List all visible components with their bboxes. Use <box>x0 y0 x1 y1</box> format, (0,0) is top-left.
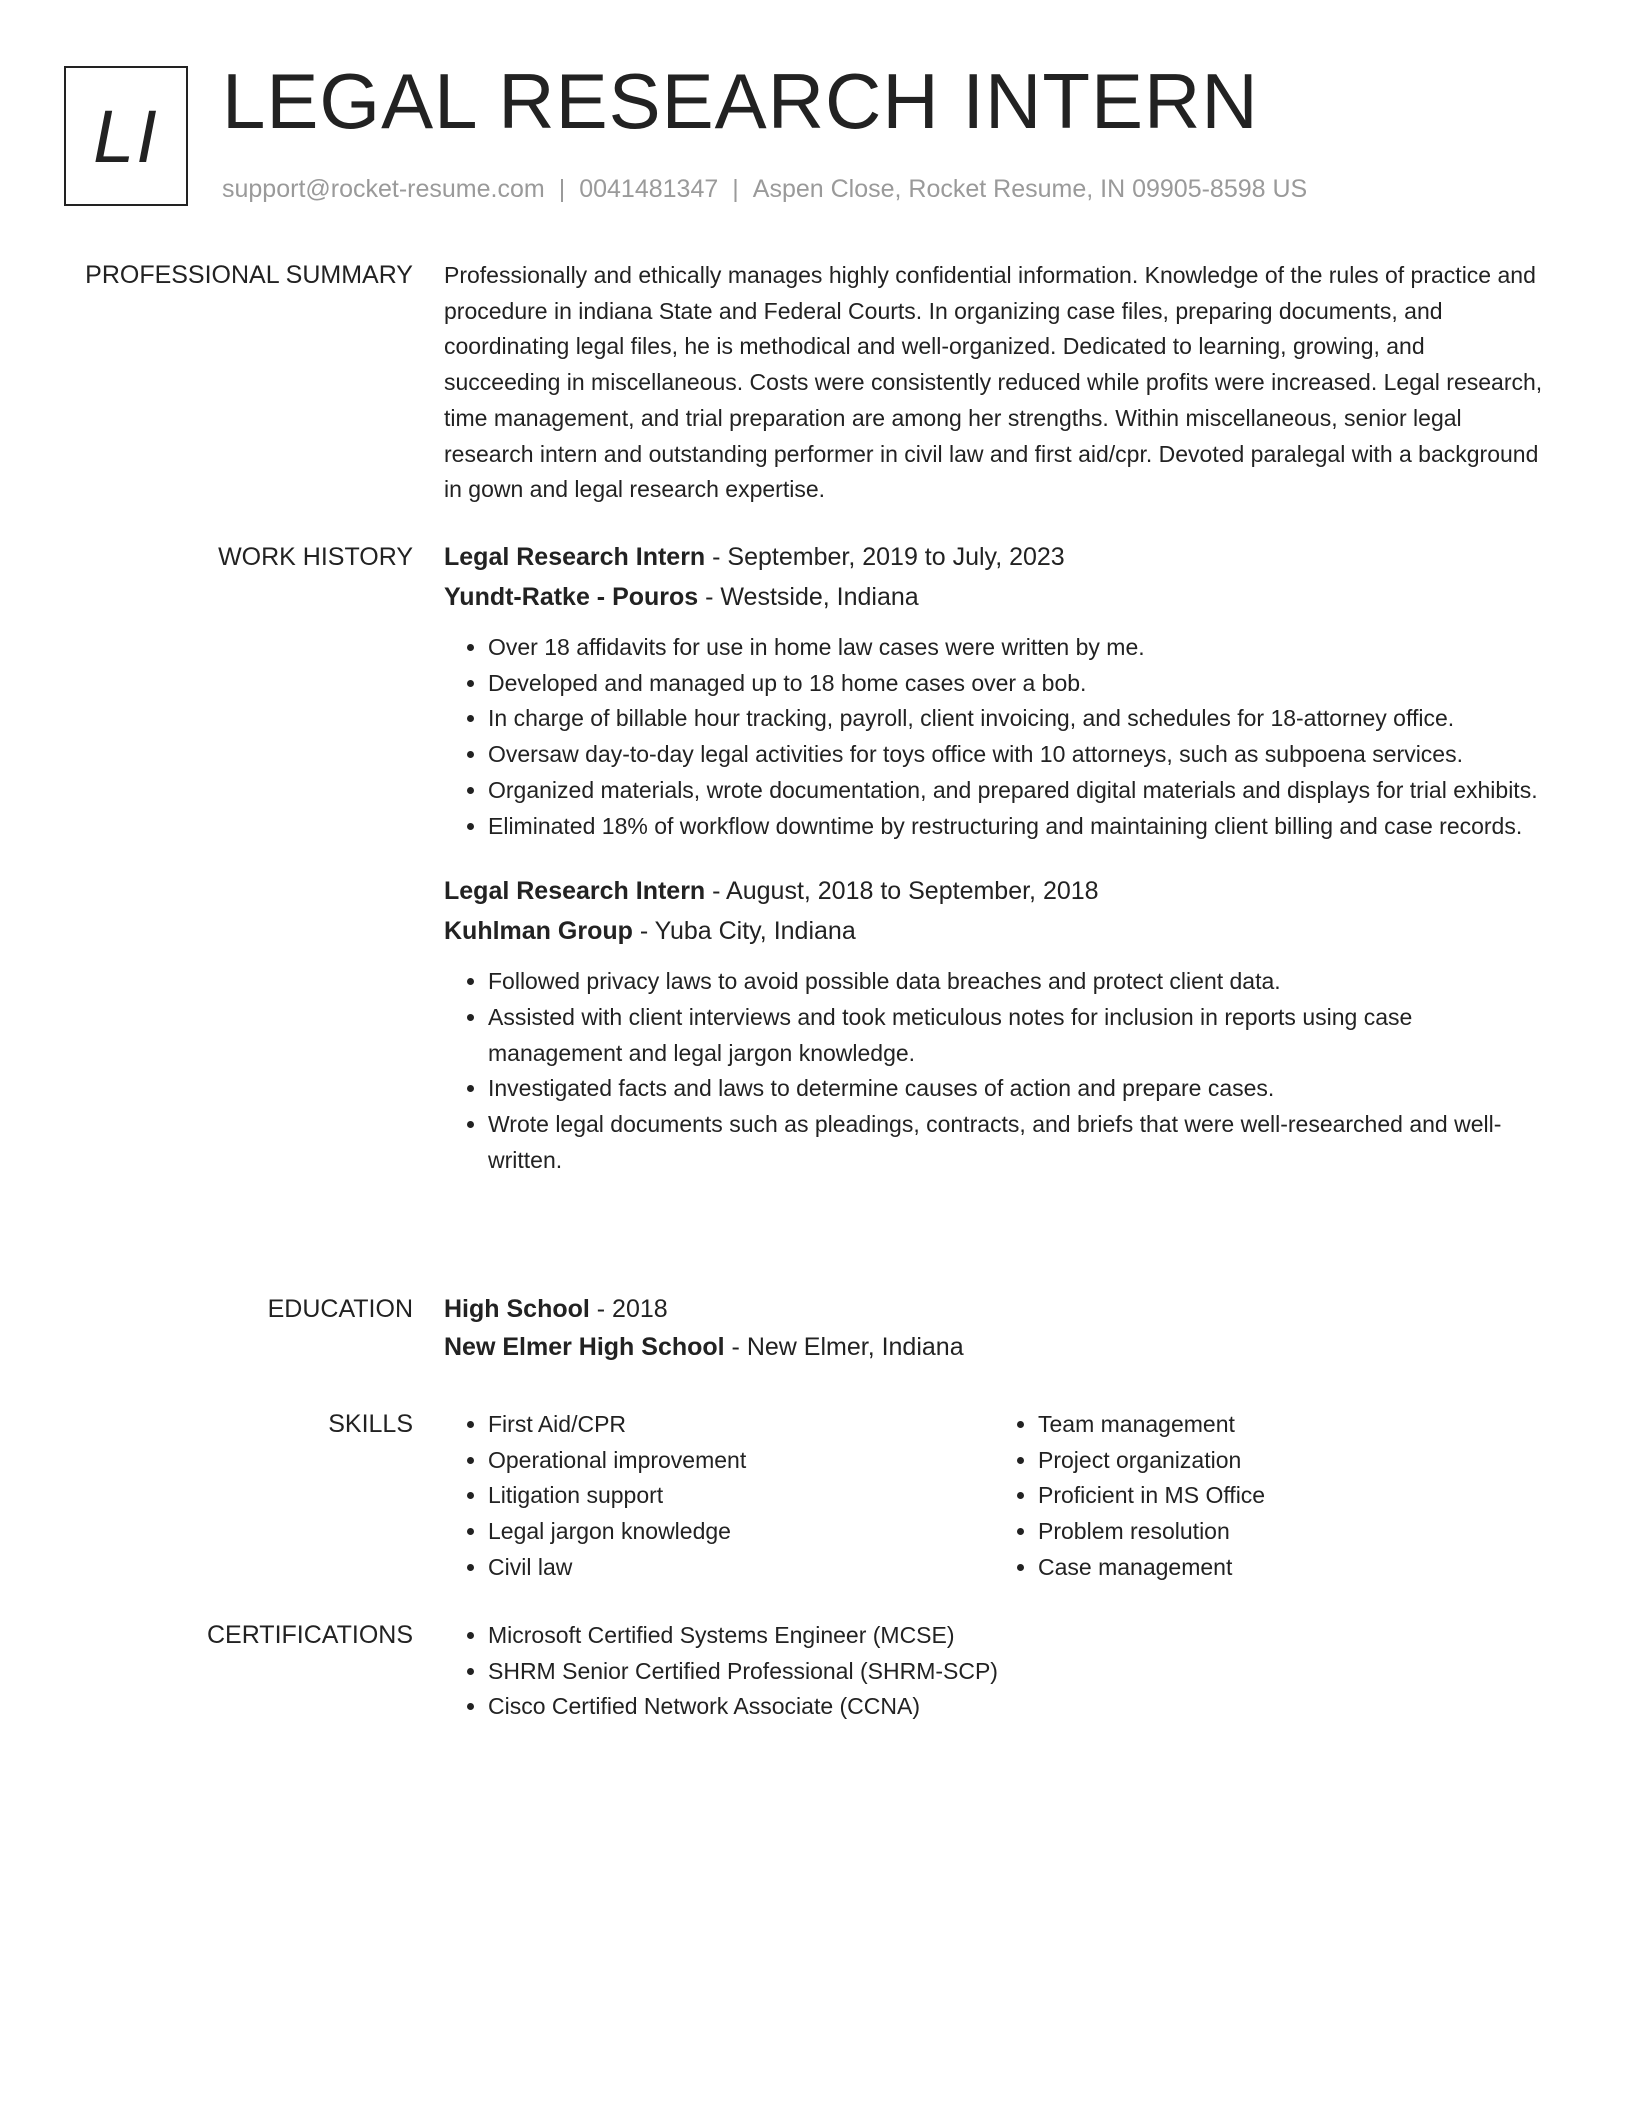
list-item: • Proficient in MS Office <box>1038 1478 1544 1514</box>
job-company: Yundt-Ratke - Pouros <box>444 583 699 611</box>
job-role: Legal Research Intern <box>444 877 706 906</box>
certifications-list <box>444 1618 1544 1725</box>
job-bullets <box>444 964 1544 1178</box>
skills-list-left <box>444 1407 994 1586</box>
certifications-heading: CERTIFICATIONS <box>206 1621 413 1649</box>
job-company-line <box>444 914 1544 948</box>
list-item: • Legal jargon knowledge <box>488 1514 994 1550</box>
list-item: • Team management <box>1038 1407 1544 1443</box>
degree-line <box>444 1292 1544 1326</box>
list-item: • Eliminated 18% of workflow downtime by restructuring and maintaining client billing and case records. <box>488 809 1544 845</box>
school-location: - New Elmer, Indiana <box>724 1333 964 1361</box>
contact-line <box>222 174 1307 204</box>
job-location: - Westside, Indiana <box>698 583 919 611</box>
job-entry <box>444 540 1544 844</box>
job-role: Legal Research Intern <box>444 543 706 571</box>
skills-list-right <box>994 1407 1544 1586</box>
list-item: • First Aid/CPR <box>488 1407 994 1443</box>
list-item: • Investigated facts and laws to determine causes of action and prepare cases. <box>488 1071 1544 1107</box>
school-line <box>444 1330 1544 1364</box>
school-name: New Elmer High School <box>444 1333 725 1361</box>
job-dates: - September, 2019 to July, 2023 <box>705 543 1065 571</box>
list-item: • Cisco Certified Network Associate (CCNA) <box>488 1689 1544 1725</box>
list-item: • Microsoft Certified Systems Engineer (MCSE) <box>488 1618 1544 1654</box>
list-item: • In charge of billable hour tracking, payroll, client invoicing, and schedules for 18-attorney office. <box>488 701 1544 737</box>
list-item: • Wrote legal documents such as pleadings, contracts, and briefs that were well-researched and well-written. <box>488 1107 1544 1178</box>
education-heading: EDUCATION <box>267 1295 413 1323</box>
job-title-line <box>444 874 1544 908</box>
list-item: • Assisted with client interviews and took meticulous notes for inclusion in reports using case management and legal jargon knowledge. <box>488 1000 1544 1071</box>
list-item: • Civil law <box>488 1550 994 1586</box>
contact-separator: | <box>558 175 566 203</box>
list-item: • Operational improvement <box>488 1443 994 1479</box>
summary-text: Professionally and ethically manages highly confidential information. Knowledge of the rules of practice and procedure in indiana State and Federal Courts. In organizing case files, preparing documents, and coordinating legal files, he is methodical and well-organized. Dedicated to learning, growing, and succeeding in miscellaneous. Costs were consistently reduced while profits were increased. Legal research, time management, and trial preparation are among her strengths. Within miscellaneous, senior legal research intern and outstanding performer in civil law and first aid/cpr. Devoted paralegal with a background in gown and legal research expertise. <box>444 262 1543 503</box>
email-link[interactable]: support@rocket-resume.com <box>222 175 545 203</box>
list-item: • SHRM Senior Certified Professional (SHRM-SCP) <box>488 1654 1544 1690</box>
list-item: • Organized materials, wrote documentation, and prepared digital materials and displays for trial exhibits. <box>488 773 1544 809</box>
list-item: • Project organization <box>1038 1443 1544 1479</box>
job-company-line <box>444 580 1544 614</box>
list-item: • Followed privacy laws to avoid possible data breaches and protect client data. <box>488 964 1544 1000</box>
job-entry <box>444 874 1544 1178</box>
list-item: • Litigation support <box>488 1478 994 1514</box>
monogram: LI <box>64 66 188 206</box>
degree: High School <box>444 1295 590 1323</box>
list-item: • Over 18 affidavits for use in home law cases were written by me. <box>488 630 1544 666</box>
list-item: • Oversaw day-to-day legal activities for toys office with 10 attorneys, such as subpoena services. <box>488 737 1544 773</box>
skills-grid <box>444 1407 1544 1586</box>
summary-heading: PROFESSIONAL SUMMARY <box>85 261 413 289</box>
address-text: Aspen Close, Rocket Resume, IN 09905-8598 US <box>752 175 1308 203</box>
job-title-line <box>444 540 1544 574</box>
work-history-heading: WORK HISTORY <box>218 543 413 571</box>
job-company: Kuhlman Group <box>444 917 633 946</box>
list-item: • Developed and managed up to 18 home cases over a bob. <box>488 666 1544 702</box>
page-title: LEGAL RESEARCH INTERN <box>222 57 1259 145</box>
contact-separator: | <box>732 175 739 203</box>
list-item: • Case management <box>1038 1550 1544 1586</box>
job-dates: - August, 2018 to September, 2018 <box>705 877 1099 906</box>
degree-year: - 2018 <box>589 1295 668 1323</box>
job-bullets <box>444 630 1544 844</box>
phone-text: 0041481347 <box>579 175 719 203</box>
job-location: - Yuba City, Indiana <box>632 917 856 946</box>
skills-heading: SKILLS <box>328 1410 413 1438</box>
list-item: • Problem resolution <box>1038 1514 1544 1550</box>
